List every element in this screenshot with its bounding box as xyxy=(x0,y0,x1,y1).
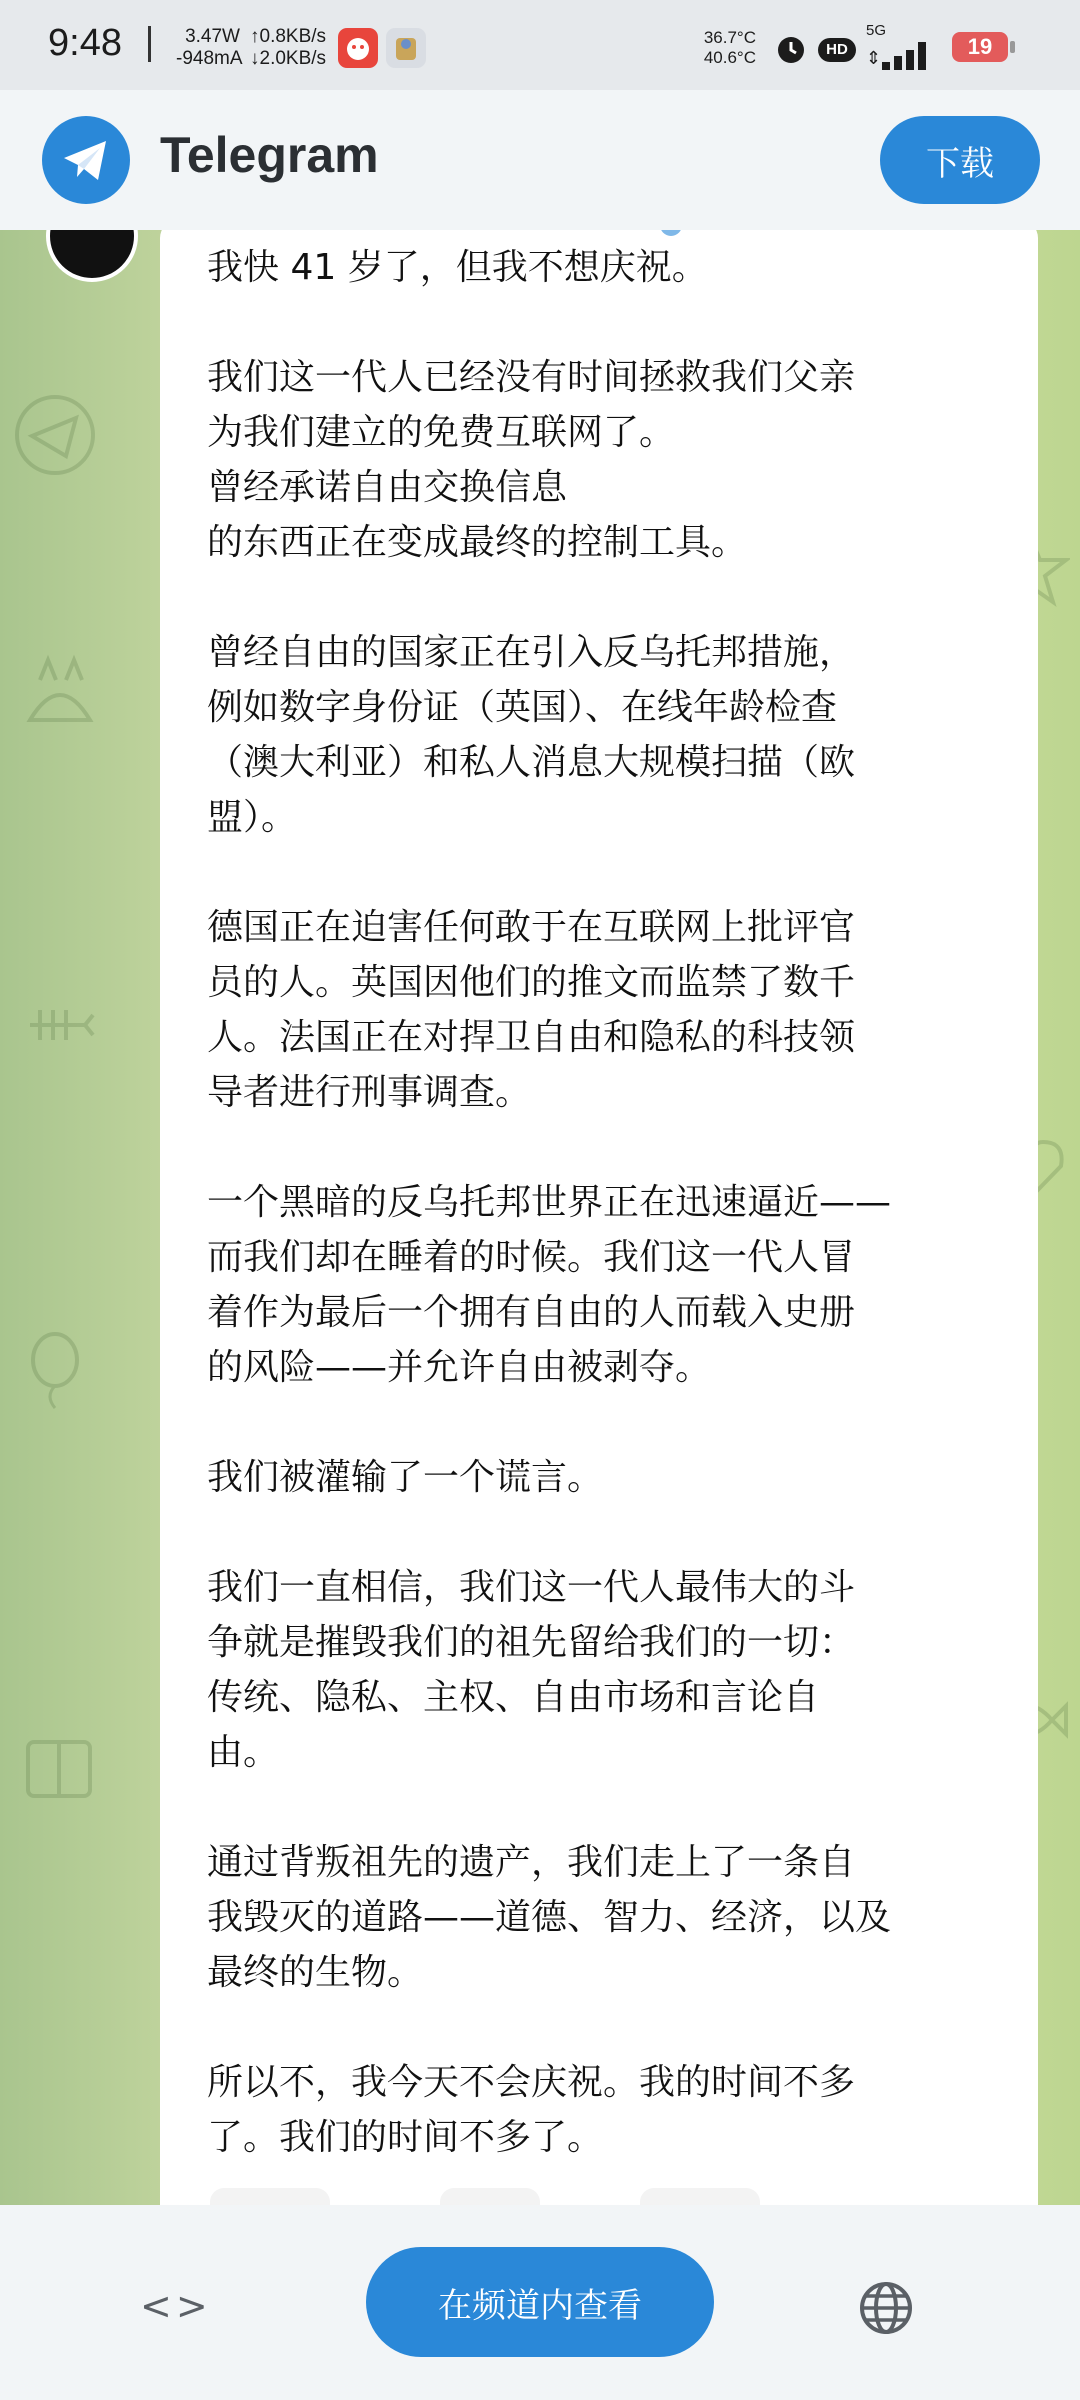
message-paragraph: 德国正在迫害任何敢于在互联网上批评官 员的人。英国因他们的推文而监禁了数千 人。法国正在对捍卫自由和隐私的科技领 导者进行刑事调查。 xyxy=(207,907,856,1113)
status-divider xyxy=(148,26,151,62)
signal-icon xyxy=(866,40,938,72)
message-paragraph: 我快 41 岁了，但我不想庆祝。 xyxy=(207,247,708,288)
reaction-chip[interactable] xyxy=(210,2188,330,2205)
book-doodle-icon xyxy=(20,1730,100,1810)
reaction-chip[interactable] xyxy=(640,2188,760,2205)
hd-badge: HD xyxy=(818,38,856,62)
battery-cap xyxy=(1010,41,1015,53)
message-paragraph: 我们这一代人已经没有时间拯救我们父亲 为我们建立的免费互联网了。 曾经承诺自由交换信息 的东西正在变成最终的控制工具。 xyxy=(207,357,856,563)
app-notification-icon xyxy=(338,28,378,68)
link-preview-edge xyxy=(660,230,682,236)
balloon-doodle-icon xyxy=(15,1330,95,1410)
code-embed-icon[interactable]: <> xyxy=(140,2284,212,2328)
app-header xyxy=(0,90,1080,230)
bottom-bar xyxy=(0,2205,1080,2400)
message-paragraph: 所以不，我今天不会庆祝。我的时间不多 了。我们的时间不多了。 xyxy=(207,2062,856,2158)
download-speed: ↓2.0KB/s xyxy=(250,48,327,69)
upload-speed: ↑0.8KB/s xyxy=(250,26,327,47)
network-speed xyxy=(250,26,326,70)
status-time: 9:48 xyxy=(48,22,122,64)
temp-2: 40.6°C xyxy=(703,48,756,67)
battery-icon: 19 xyxy=(952,32,1008,62)
power-value: 3.47W xyxy=(185,26,240,47)
temp-1: 36.7°C xyxy=(703,28,756,47)
chat-area[interactable] xyxy=(0,230,1080,2205)
message-paragraph: 我们被灌输了一个谎言。 xyxy=(207,1457,604,1498)
network-type: 5G xyxy=(866,22,887,39)
telegram-logo-icon xyxy=(42,116,130,204)
channel-avatar[interactable] xyxy=(46,230,138,282)
paper-plane-doodle-icon xyxy=(10,390,100,480)
current-value: -948mA xyxy=(176,48,243,69)
view-in-channel-button[interactable]: 在频道内查看 xyxy=(366,2247,714,2357)
message-paragraph: 通过背叛祖先的遗产，我们走上了一条自 我毁灭的道路——道德、智力、经济，以及 最终的生物。 xyxy=(207,1842,892,1993)
power-readout xyxy=(176,26,243,70)
cat-doodle-icon xyxy=(20,650,100,730)
reaction-chip[interactable] xyxy=(440,2188,540,2205)
app-notification-icon-2 xyxy=(386,28,426,68)
app-name: Telegram xyxy=(160,127,379,183)
message-paragraph: 曾经自由的国家正在引入反乌托邦措施， 例如数字身份证（英国）、在线年龄检查 （澳大利亚）和私人消息大规模扫描（欧 盟）。 xyxy=(207,632,856,838)
fish-bone-doodle-icon xyxy=(25,990,95,1060)
svg-text:⇕: ⇕ xyxy=(866,48,882,69)
message-paragraph: 一个黑暗的反乌托邦世界正在迅速逼近—— 而我们却在睡着的时候。我们这一代人冒 着作为最后一个拥有自由的人而载入史册 的风险——并允许自由被剥夺。 xyxy=(207,1182,892,1388)
temperature-readout xyxy=(698,28,756,68)
status-bar xyxy=(0,0,1080,90)
globe-icon[interactable] xyxy=(858,2280,914,2336)
message-paragraph: 我们一直相信，我们这一代人最伟大的斗 争就是摧毁我们的祖先留给我们的一切： 传统、隐私、主权、自由市场和言论自 由。 xyxy=(207,1567,856,1773)
alarm-icon xyxy=(774,32,808,66)
message-text xyxy=(207,240,997,2205)
download-button[interactable]: 下载 xyxy=(880,116,1040,204)
message-bubble xyxy=(160,230,1038,2205)
